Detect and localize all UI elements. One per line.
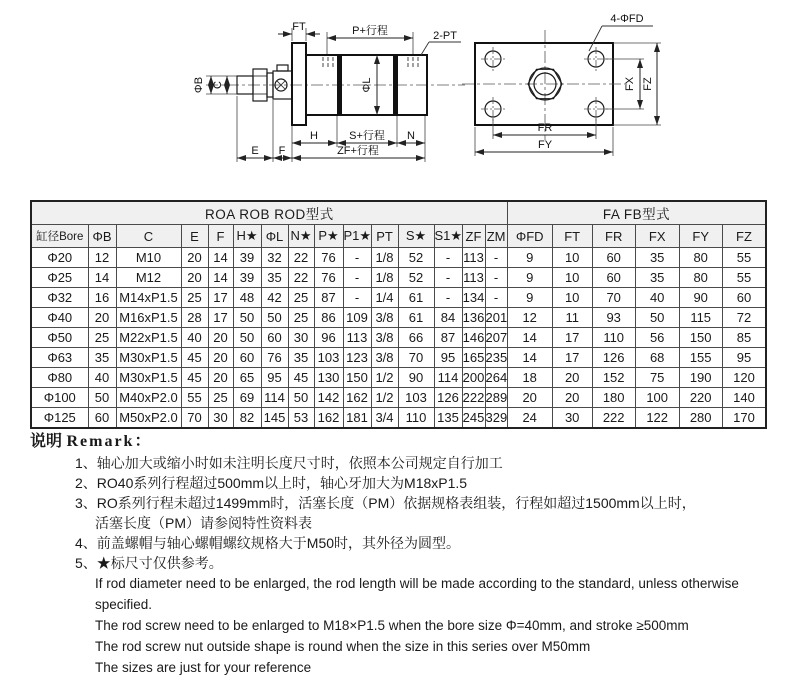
dim-cell: 10 (552, 268, 592, 288)
rear-port (408, 57, 418, 68)
column-header: 缸径Bore (31, 225, 88, 248)
dim-cell: 3/8 (371, 348, 398, 368)
dim-cell: 60 (88, 408, 116, 429)
remark-line-cn: 4、前盖螺帽与轴心螺帽螺纹规格大于M50时，其外径为圆型。 (75, 535, 461, 551)
dim-cell: M14xP1.5 (116, 288, 181, 308)
dim-cell: - (434, 248, 462, 268)
dim-cell: 170 (722, 408, 766, 429)
dim-cell: M12 (116, 268, 181, 288)
table-row (31, 408, 766, 429)
column-header: FX (635, 225, 679, 248)
dim-cell: 12 (507, 308, 552, 328)
dim-cell: 35 (635, 268, 679, 288)
dim-cell: 39 (233, 268, 261, 288)
table-group-header: ROA ROB ROD型式 (31, 201, 507, 225)
dim-cell: 60 (233, 348, 261, 368)
dim-cell: 135 (434, 408, 462, 429)
bore-cell: Φ40 (31, 308, 88, 328)
dim-cell: 113 (462, 248, 485, 268)
dim-cell: 86 (314, 308, 343, 328)
table-row (31, 308, 766, 328)
dim-cell: 1/2 (371, 388, 398, 408)
dim-cell: M30xP1.5 (116, 348, 181, 368)
dim-cell: 1/2 (371, 368, 398, 388)
dim-cell: 82 (233, 408, 261, 429)
table-row (31, 288, 766, 308)
column-header: E (181, 225, 208, 248)
mounting-hole (584, 97, 608, 121)
dim-cell: 65 (233, 368, 261, 388)
dim-cell: 200 (462, 368, 485, 388)
dim-cell: 165 (462, 348, 485, 368)
dim-cell: - (343, 248, 371, 268)
dim-cell: 146 (462, 328, 485, 348)
dim-cell: 30 (288, 328, 314, 348)
dim-cell: M22xP1.5 (116, 328, 181, 348)
dim-label-e: E (251, 145, 259, 157)
dim-cell: 53 (288, 408, 314, 429)
table-group-header: FA FB型式 (507, 201, 766, 225)
remark-line-en: The sizes are just for your reference (95, 660, 312, 675)
bore-cell: Φ63 (31, 348, 88, 368)
bore-cell: Φ20 (31, 248, 88, 268)
dim-cell: 14 (208, 268, 233, 288)
remark-line-cn: 3、RO系列行程未超过1499mm时，活塞长度（PM）依据规格表组装，行程如超过1500mm以上时， (75, 495, 696, 511)
column-header: P1★ (343, 225, 371, 248)
dim-cell: 39 (233, 248, 261, 268)
dim-cell: 1/4 (371, 288, 398, 308)
dim-cell: 95 (434, 348, 462, 368)
dim-cell: 142 (314, 388, 343, 408)
dim-cell: 60 (592, 268, 635, 288)
front-port (323, 57, 333, 68)
dim-cell: 52 (398, 248, 434, 268)
dim-cell: 60 (592, 248, 635, 268)
dim-cell: 113 (462, 268, 485, 288)
dim-cell: 95 (722, 348, 766, 368)
dim-cell: - (485, 268, 507, 288)
dim-cell: 122 (635, 408, 679, 429)
dim-label-p-stroke: P+行程 (352, 25, 388, 37)
dim-cell: 48 (233, 288, 261, 308)
column-header: ZM (485, 225, 507, 248)
dim-cell: 25 (208, 388, 233, 408)
remark-line-cn: 1、轴心加大或缩小时如未注明长度尺寸时，依照本公司规定自行加工 (75, 455, 503, 471)
dim-cell: 222 (462, 388, 485, 408)
dim-cell: 9 (507, 268, 552, 288)
dim-cell: 61 (398, 288, 434, 308)
column-header: S1★ (434, 225, 462, 248)
table-row (31, 368, 766, 388)
dim-cell: 87 (434, 328, 462, 348)
dim-cell: 134 (462, 288, 485, 308)
dim-cell: 93 (592, 308, 635, 328)
dim-cell: 10 (552, 288, 592, 308)
dim-label-c: C (212, 81, 224, 89)
dim-cell: M40xP2.0 (116, 388, 181, 408)
dim-cell: 329 (485, 408, 507, 429)
remark-line-en: The rod screw need to be enlarged to M18×P1.5 when the bore size Φ=40mm, and stroke ≥500mm (95, 618, 689, 633)
dim-cell: 35 (635, 248, 679, 268)
dim-cell: 35 (88, 348, 116, 368)
dim-cell: 100 (635, 388, 679, 408)
dim-cell: M10 (116, 248, 181, 268)
dim-cell: 50 (288, 388, 314, 408)
column-header: ΦL (261, 225, 288, 248)
dim-cell: 68 (635, 348, 679, 368)
dim-cell: 20 (181, 248, 208, 268)
dim-cell: 14 (507, 348, 552, 368)
dim-cell: 16 (88, 288, 116, 308)
dim-cell: 20 (88, 308, 116, 328)
table-row (31, 328, 766, 348)
dim-cell: 207 (485, 328, 507, 348)
dim-label-ft: FT (292, 21, 306, 33)
dim-cell: M30xP1.5 (116, 368, 181, 388)
dim-cell: 3/4 (371, 408, 398, 429)
dim-cell: 80 (679, 268, 722, 288)
dim-cell: 113 (343, 328, 371, 348)
dim-cell: 14 (88, 268, 116, 288)
table-group-header-row (31, 201, 766, 225)
dim-cell: 30 (208, 408, 233, 429)
column-header: F (208, 225, 233, 248)
dim-cell: 84 (434, 308, 462, 328)
dim-cell: 123 (343, 348, 371, 368)
dim-cell: 52 (398, 268, 434, 288)
dim-cell: M16xP1.5 (116, 308, 181, 328)
dim-cell: 1/8 (371, 268, 398, 288)
dim-cell: 180 (592, 388, 635, 408)
dim-cell: 35 (288, 348, 314, 368)
dim-cell: 162 (343, 388, 371, 408)
dim-cell: 30 (552, 408, 592, 429)
dim-label-fr: FR (537, 122, 553, 134)
front-flange (292, 43, 306, 125)
dim-cell: 235 (485, 348, 507, 368)
dim-cell: 130 (314, 368, 343, 388)
dim-cell: 22 (288, 268, 314, 288)
dim-cell: 280 (679, 408, 722, 429)
dim-label-fz: FZ (642, 77, 654, 91)
dim-cell: 126 (592, 348, 635, 368)
dim-cell: 14 (208, 248, 233, 268)
dim-cell: 55 (722, 248, 766, 268)
dim-cell: 150 (343, 368, 371, 388)
dim-cell: 45 (288, 368, 314, 388)
dim-cell: 70 (181, 408, 208, 429)
remark-line-en: The rod screw nut outside shape is round when the size in this series over M50mm (95, 639, 591, 654)
dim-cell: - (485, 288, 507, 308)
dim-cell: 17 (552, 348, 592, 368)
remark-line-cn: 2、RO40系列行程超过500mm以上时，轴心牙加大为M18xP1.5 (75, 475, 468, 491)
dim-cell: 145 (261, 408, 288, 429)
dim-label-f: F (278, 145, 286, 157)
dim-cell: 87 (314, 288, 343, 308)
dim-cell: 12 (88, 248, 116, 268)
remarks-list (30, 453, 778, 678)
dim-cell: 14 (507, 328, 552, 348)
dim-cell: 20 (552, 388, 592, 408)
front-seam (337, 55, 342, 115)
dim-label-fx: FX (624, 76, 636, 92)
remarks-title-en: Remark： (66, 433, 153, 450)
dim-cell: 222 (592, 408, 635, 429)
column-header: ΦFD (507, 225, 552, 248)
dim-cell: 40 (88, 368, 116, 388)
technical-drawings (0, 0, 790, 196)
dim-cell: 80 (679, 248, 722, 268)
dim-cell: - (434, 268, 462, 288)
port-callout-2pt: 2-PT (433, 30, 457, 42)
dim-cell: 136 (462, 308, 485, 328)
remarks-title-cn: 说明 (30, 433, 63, 450)
remarks-title (30, 431, 778, 453)
dim-cell: 76 (261, 348, 288, 368)
bore-cell: Φ50 (31, 328, 88, 348)
rear-seam (393, 55, 398, 115)
column-header: FZ (722, 225, 766, 248)
dim-cell: 109 (343, 308, 371, 328)
dim-cell: 75 (635, 368, 679, 388)
dim-cell: 45 (181, 368, 208, 388)
flange-front-view (462, 13, 661, 156)
column-header: FT (552, 225, 592, 248)
dim-cell: 20 (208, 368, 233, 388)
dim-label-n: N (407, 130, 415, 142)
mounting-hole (481, 47, 505, 71)
dim-cell: 50 (635, 308, 679, 328)
dim-label-phi-b: ΦB (193, 76, 205, 94)
dim-cell: 50 (261, 308, 288, 328)
dim-cell: 181 (343, 408, 371, 429)
dim-cell: 3/8 (371, 308, 398, 328)
dim-cell: - (485, 248, 507, 268)
dim-cell: 22 (288, 248, 314, 268)
dim-cell: 201 (485, 308, 507, 328)
dim-cell: 140 (722, 388, 766, 408)
dim-cell: 1/8 (371, 248, 398, 268)
dim-cell: 110 (592, 328, 635, 348)
dim-cell: 24 (507, 408, 552, 429)
column-header: FY (679, 225, 722, 248)
dim-cell: 9 (507, 288, 552, 308)
dim-cell: 66 (398, 328, 434, 348)
dim-cell: 69 (233, 388, 261, 408)
bore-cell: Φ25 (31, 268, 88, 288)
dim-cell: 11 (552, 308, 592, 328)
column-header: ΦB (88, 225, 116, 248)
dim-cell: - (343, 268, 371, 288)
dim-label-phi-l: ΦL (361, 77, 373, 93)
dim-cell: 9 (507, 248, 552, 268)
remark-line-en: If rod diameter need to be enlarged, the rod length will be made according to the standard, unless otherwise specified. (95, 576, 739, 612)
column-header: N★ (288, 225, 314, 248)
remark-line-cn: 5、★标尺寸仅供参考。 (75, 555, 223, 571)
dim-cell: 264 (485, 368, 507, 388)
dim-cell: 55 (722, 268, 766, 288)
dimension-table (30, 200, 767, 429)
dim-label-s-stroke: S+行程 (349, 130, 385, 142)
dim-cell: - (434, 288, 462, 308)
dim-cell: 60 (722, 288, 766, 308)
column-header: PT (371, 225, 398, 248)
table-header-row (31, 225, 766, 248)
dim-cell: 17 (208, 288, 233, 308)
dim-cell: 190 (679, 368, 722, 388)
dim-cell: 45 (181, 348, 208, 368)
dim-cell: 3/8 (371, 328, 398, 348)
dim-cell: 85 (722, 328, 766, 348)
dim-cell: 220 (679, 388, 722, 408)
dim-cell: 18 (507, 368, 552, 388)
dim-cell: 114 (261, 388, 288, 408)
dim-label-zf-stroke: ZF+行程 (337, 145, 379, 157)
dim-cell: 20 (507, 388, 552, 408)
dim-cell: 40 (181, 328, 208, 348)
hole-callout-4fd: 4-ΦFD (610, 13, 644, 25)
dim-cell: 60 (261, 328, 288, 348)
dim-cell: 152 (592, 368, 635, 388)
dim-cell: 20 (208, 348, 233, 368)
dim-cell: 25 (181, 288, 208, 308)
dim-cell: 72 (722, 308, 766, 328)
dim-cell: 20 (181, 268, 208, 288)
dim-cell: 150 (679, 328, 722, 348)
column-header: ZF (462, 225, 485, 248)
dim-cell: 126 (434, 388, 462, 408)
bore-cell: Φ100 (31, 388, 88, 408)
dim-cell: 28 (181, 308, 208, 328)
dim-cell: 162 (314, 408, 343, 429)
column-header: P★ (314, 225, 343, 248)
dim-cell: 70 (398, 348, 434, 368)
dim-label-h: H (310, 130, 318, 142)
cylinder-side-view (193, 21, 465, 162)
dim-cell: 90 (398, 368, 434, 388)
dim-cell: 42 (261, 288, 288, 308)
dim-cell: 55 (181, 388, 208, 408)
dim-cell: M50xP2.0 (116, 408, 181, 429)
dim-cell: 155 (679, 348, 722, 368)
dim-cell: 50 (88, 388, 116, 408)
dim-cell: 120 (722, 368, 766, 388)
column-header: S★ (398, 225, 434, 248)
dim-cell: 76 (314, 248, 343, 268)
table-row (31, 268, 766, 288)
dim-cell: 95 (261, 368, 288, 388)
table-row (31, 248, 766, 268)
dim-cell: 10 (552, 248, 592, 268)
mounting-hole (584, 47, 608, 71)
dim-cell: 20 (552, 368, 592, 388)
dim-label-fy: FY (537, 139, 553, 151)
dim-cell: 25 (288, 288, 314, 308)
dim-cell: 114 (434, 368, 462, 388)
dim-cell: 110 (398, 408, 434, 429)
dim-cell: 245 (462, 408, 485, 429)
remarks-section (30, 431, 778, 678)
bore-cell: Φ80 (31, 368, 88, 388)
bore-cell: Φ125 (31, 408, 88, 429)
table-row (31, 388, 766, 408)
dim-cell: 96 (314, 328, 343, 348)
dim-cell: 115 (679, 308, 722, 328)
dim-cell: 40 (635, 288, 679, 308)
mounting-hole (481, 97, 505, 121)
column-header: FR (592, 225, 635, 248)
dim-cell: 32 (261, 248, 288, 268)
dim-cell: 90 (679, 288, 722, 308)
dim-cell: 56 (635, 328, 679, 348)
dim-cell: 25 (288, 308, 314, 328)
dim-cell: 70 (592, 288, 635, 308)
dim-cell: 20 (208, 328, 233, 348)
dim-cell: 289 (485, 388, 507, 408)
remark-line-cn: 活塞长度（PM）请参阅特性资料表 (95, 515, 312, 531)
dim-cell: - (343, 288, 371, 308)
dim-cell: 61 (398, 308, 434, 328)
dim-cell: 50 (233, 308, 261, 328)
dim-cell: 50 (233, 328, 261, 348)
dim-cell: 103 (398, 388, 434, 408)
column-header: H★ (233, 225, 261, 248)
dim-cell: 25 (88, 328, 116, 348)
dim-cell: 17 (208, 308, 233, 328)
dim-cell: 17 (552, 328, 592, 348)
dim-cell: 35 (261, 268, 288, 288)
column-header: C (116, 225, 181, 248)
bore-cell: Φ32 (31, 288, 88, 308)
dim-cell: 103 (314, 348, 343, 368)
table-row (31, 348, 766, 368)
dim-cell: 76 (314, 268, 343, 288)
